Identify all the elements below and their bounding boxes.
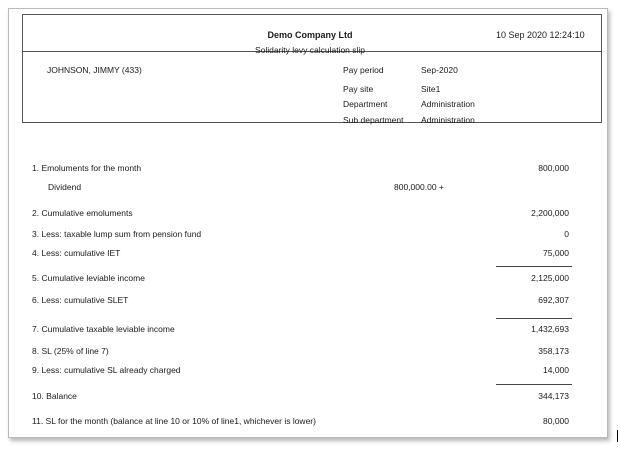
- report-title: Solidarity levy calculation slip: [254, 45, 366, 55]
- print-datetime: 10 Sep 2020 12:24:10: [496, 30, 585, 40]
- line-label: 10. Balance: [32, 391, 77, 401]
- line-label: 6. Less: cumulative SLET: [32, 295, 129, 305]
- department-value: Administration: [421, 99, 475, 109]
- dividend-label: Dividend: [48, 182, 82, 192]
- line-amount: 80,000: [543, 416, 569, 426]
- line-amount: 800,000: [538, 163, 569, 173]
- dividend-amount: 800,000.00 +: [394, 182, 444, 192]
- subtotal-rule: [496, 318, 572, 319]
- pay-period-label: Pay period: [343, 65, 384, 75]
- line-amount: 1,432,693: [531, 324, 569, 334]
- sub-department-value: Administration: [421, 115, 475, 125]
- line-label: 8. SL (25% of line 7): [32, 346, 109, 356]
- subtotal-rule: [496, 384, 572, 385]
- line-amount: 358,173: [538, 346, 569, 356]
- pay-period-value: Sep-2020: [421, 65, 458, 75]
- line-label: 9. Less: cumulative SL already charged: [32, 365, 181, 375]
- line-label: 11. SL for the month (balance at line 10 or 10% of line1, whichever is lower): [32, 416, 316, 426]
- line-amount: 2,200,000: [531, 208, 569, 218]
- line-label: 2. Cumulative emoluments: [32, 208, 133, 218]
- line-label: 3. Less: taxable lump sum from pension fund: [32, 229, 202, 239]
- line-label: 7. Cumulative taxable leviable income: [32, 324, 175, 334]
- line-amount: 2,125,000: [531, 273, 569, 283]
- line-amount: 0: [564, 229, 569, 239]
- pay-site-value: Site1: [421, 84, 441, 94]
- line-amount: 692,307: [538, 295, 569, 305]
- line-amount: 14,000: [543, 365, 569, 375]
- subtotal-rule: [496, 266, 572, 267]
- line-amount: 75,000: [543, 248, 569, 258]
- text-cursor: [617, 430, 618, 442]
- department-label: Department: [343, 99, 388, 109]
- line-amount: 344,173: [538, 391, 569, 401]
- line-label: 1. Emoluments for the month: [32, 163, 142, 173]
- sub-department-label: Sub department: [343, 115, 404, 125]
- company-name: Demo Company Ltd: [267, 30, 353, 40]
- employee-name: JOHNSON, JIMMY (433): [47, 65, 142, 75]
- line-label: 4. Less: cumulative IET: [32, 248, 121, 258]
- line-label: 5. Cumulative leviable income: [32, 273, 145, 283]
- pay-site-label: Pay site: [343, 84, 374, 94]
